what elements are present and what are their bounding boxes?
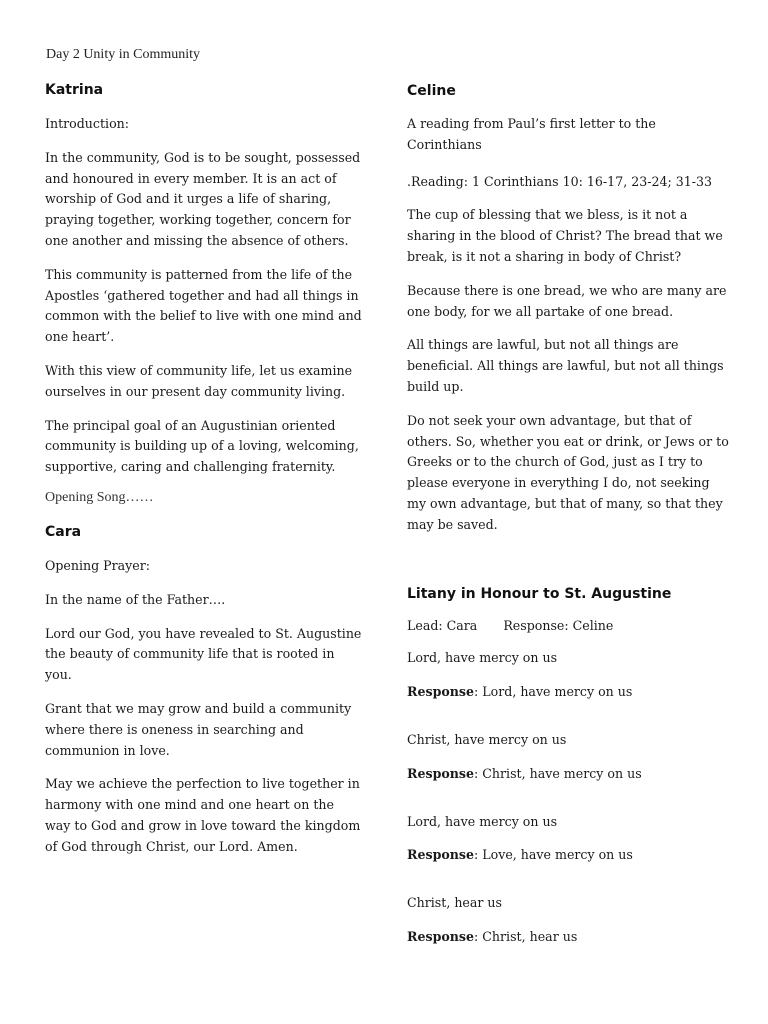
litany-title: Litany in Honour to St. Augustine [407,585,672,602]
litany-response-1: Response: Lord, have mercy on us [407,684,633,700]
introduction-label: Introduction: [45,116,129,131]
litany-lead: Lead: Cara [407,617,478,633]
response-label: Response [407,684,475,700]
litany-response-2: Response: Christ, have mercy on us [407,765,642,781]
celine-paragraph-2: Because there is one bread, we who are many are one body, for we all partake of one bread. [407,282,727,319]
cara-paragraph-1: In the name of the Father…. [45,591,226,607]
speaker-heading-celine: Celine [407,83,456,99]
speaker-heading-cara: Cara [45,523,82,540]
reading-intro: A reading from Paul’s first letter to the Corinthians [407,116,656,152]
litany-response-4: Response: Christ, hear us [407,928,578,944]
katrina-paragraph-2: This community is patterned from the life of the Apostles ‘gathered together and had all things in common with the belief to live with one mind and one heart’. [45,266,362,345]
litany-call-1: Lord, have mercy on us [407,650,558,666]
litany-response-3: Response: Love, have mercy on us [407,847,633,863]
opening-song: Opening Song…… [45,489,154,505]
response-label: Response [407,928,475,944]
celine-paragraph-1: The cup of blessing that we bless, is it not a sharing in the blood of Christ? The bread that we break, is it not a sharing in body of Christ? [407,207,723,264]
katrina-paragraph-3: With this view of community life, let us examine ourselves in our present day community living. [45,362,353,399]
litany-call-3: Lord, have mercy on us [407,813,558,829]
reading-reference: .Reading: 1 Corinthians 10: 16-17, 23-24; 31-33 [407,173,713,189]
cara-paragraph-2: Lord our God, you have revealed to St. Augustine the beauty of community life that is rooted in you. [45,625,362,683]
katrina-paragraph-4: The principal goal of an Augustinian oriented community is building up of a loving, welcoming, supportive, caring and challenging fraternity. [45,417,359,475]
katrina-paragraph-1: In the community, God is to be sought, possessed and honoured in every member. It is an act of worship of God and it urges a life of sharing, praying together, working together, concern for one another and missing the absence of others. [45,149,361,248]
litany-response-role: Response: Celine [503,617,614,633]
litany-call-2: Christ, have mercy on us [407,731,567,747]
opening-prayer-label: Opening Prayer: [45,557,150,573]
celine-paragraph-4: Do not seek your own advantage, but that of others. So, whether you eat or drink, or Jews or to Greeks or to the church of God, just as I try to please everyone in everything I do, not seeking my own advantage, but that of many, so that they may be saved. [407,412,729,532]
speaker-heading-katrina: Katrina [45,82,104,98]
litany-roles [407,616,729,637]
right-column [407,82,729,948]
litany-call-4: Christ, hear us [407,895,502,911]
left-column [45,82,363,858]
cara-paragraph-4: May we achieve the perfection to live together in harmony with one mind and one heart on the way to God and grow in love toward the kingdom of God through Christ, our Lord. Amen. [45,776,361,854]
page-header: Day 2 Unity in Community [46,47,200,62]
response-label: Response [407,847,475,863]
response-label: Response [407,765,475,781]
cara-paragraph-3: Grant that we may grow and build a community where there is oneness in searching and communion in love. [45,700,352,758]
celine-paragraph-3: All things are lawful, but not all things are beneficial. All things are lawful, but not all things build up. [407,337,724,394]
